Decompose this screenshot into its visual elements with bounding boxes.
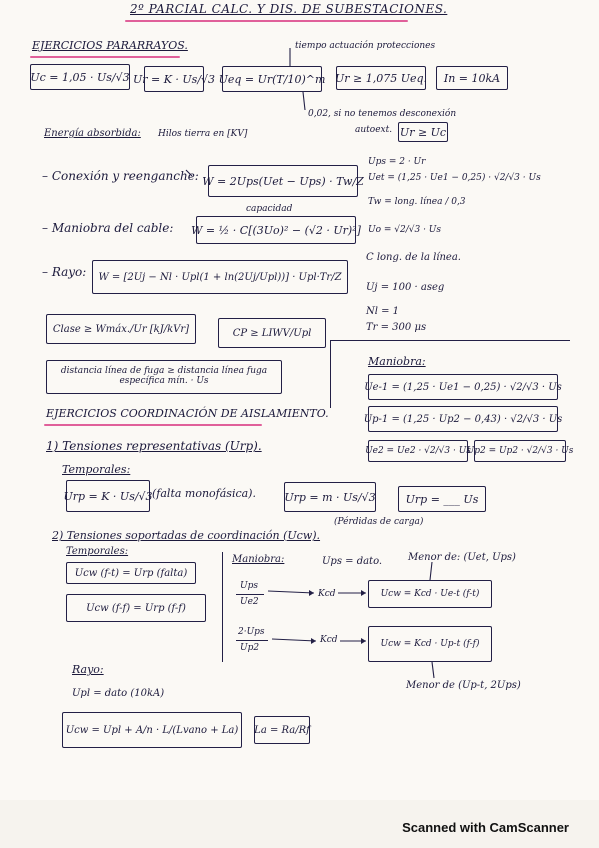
rayo2-label: Rayo: bbox=[72, 663, 104, 676]
side-tw: Tw = long. línea / 0,3 bbox=[368, 197, 466, 207]
note-capacidad: capacidad bbox=[246, 204, 293, 214]
arrow-m bbox=[303, 92, 305, 110]
temporales2-label: Temporales: bbox=[66, 546, 129, 557]
energia-note: Hilos tierra en [KV] bbox=[158, 129, 248, 139]
kcd2: Kcd bbox=[320, 635, 338, 645]
arrow-frac2 bbox=[272, 639, 316, 641]
eq-urp-m: Urp = m · Us/√3 bbox=[284, 482, 376, 512]
rayo-label: – Rayo: bbox=[42, 265, 87, 279]
eq-urp-k: Urp = K · Us/√3 bbox=[66, 480, 150, 512]
maniobra2-label: Maniobra: bbox=[232, 554, 285, 565]
arrow-frac1 bbox=[268, 591, 314, 593]
side-ups: Ups = 2 · Ur bbox=[368, 157, 426, 167]
side-clong: C long. de la línea. bbox=[366, 252, 461, 263]
sec2-heading: 2) Tensiones soportadas de coordinación (Ucw). bbox=[52, 529, 321, 542]
arrow-bracket bbox=[186, 170, 192, 176]
eq-conexion: W = 2Ups(Uet − Ups) · Tw/Z bbox=[208, 165, 358, 197]
eq-up1: Up-1 = (1,25 · Up2 − 0,43) · √2/√3 · Us bbox=[368, 406, 558, 432]
eq-ue1: Ue-1 = (1,25 · Ue1 − 0,25) · √2/√3 · Us bbox=[368, 374, 558, 400]
eq-ucw-ft: Ucw (f-t) = Urp (falta) bbox=[66, 562, 196, 584]
arrow-menor1 bbox=[430, 562, 432, 580]
perdidas-note: (Pérdidas de carga) bbox=[334, 517, 424, 527]
temporales-label: Temporales: bbox=[62, 463, 131, 476]
eq-ucw-ft2: Ucw = Kcd · Ue-t (f-t) bbox=[368, 580, 492, 608]
eq-maniobra: W = ½ · C[(3Uo)² − (√2 · Ur)²] bbox=[196, 216, 356, 244]
arrow-menor2 bbox=[432, 662, 434, 678]
upl-dato: Upl = dato (10kA) bbox=[72, 688, 165, 699]
frac1-bot: Ue2 bbox=[240, 597, 259, 607]
page-title: 2º PARCIAL CALC. Y DIS. DE SUBESTACIONES. bbox=[130, 2, 448, 16]
eq-clase: Clase ≥ Wmáx./Ur [kJ/kVr] bbox=[46, 314, 196, 344]
menor1: Menor de: (Uet, Ups) bbox=[408, 552, 516, 563]
pararrayos-heading: EJERCICIOS PARARRAYOS. bbox=[32, 39, 188, 52]
eq-ur-min: Ur ≥ 1,075 Ueq. bbox=[336, 66, 426, 90]
coordinacion-heading: EJERCICIOS COORDINACIÓN DE AISLAMIENTO. bbox=[46, 407, 329, 420]
eq-ucw-ff2: Ucw = Kcd · Up-t (f-f) bbox=[368, 626, 492, 662]
side-uo: Uo = √2/√3 · Us bbox=[368, 225, 442, 235]
eq-ue2: Ue2 = Ue2 · √2/√3 · Us bbox=[368, 440, 468, 462]
eq-ucw-rayo: Ucw = Upl + A/n · L/(Lvano + La) bbox=[62, 712, 242, 748]
side-tr: Tr = 300 μs bbox=[366, 322, 427, 333]
eq-up2: Up2 = Up2 · √2/√3 · Us bbox=[474, 440, 566, 462]
eq-uc: Uc = 1,05 · Us/√3 bbox=[30, 64, 130, 90]
side-n1: Nl = 1 bbox=[366, 306, 400, 317]
note-autoext: autoext. bbox=[355, 125, 393, 135]
menor2: Menor de (Up-t, 2Ups) bbox=[406, 680, 521, 691]
frac2-top: 2·Ups bbox=[238, 627, 265, 637]
eq-cp: CP ≥ LIWV/Upl bbox=[218, 318, 326, 348]
eq-la: La = Ra/Rf bbox=[254, 716, 310, 744]
side-uet: Uet = (1,25 · Ue1 − 0,25) · √2/√3 · Us bbox=[368, 173, 541, 183]
maniobra-label: – Maniobra del cable: bbox=[42, 221, 174, 235]
frac1-top: Ups bbox=[240, 581, 258, 591]
eq-rayo: W = [2Uj − Nl · Upl(1 + ln(2Uj/Upl))] · Upl·Tr/Z bbox=[92, 260, 348, 294]
sec1-heading: 1) Tensiones representativas (Urp). bbox=[46, 439, 262, 453]
side-uj: Uj = 100 · aseg bbox=[366, 282, 445, 293]
kcd1: Kcd bbox=[318, 589, 336, 599]
falta-note: (falta monofásica). bbox=[152, 487, 256, 500]
eq-fuga: distancia línea de fuga ≥ distancia línea fuga específica mín. · Us bbox=[46, 360, 282, 394]
maniobra-head: Maniobra: bbox=[368, 355, 426, 368]
scanner-footer: Scanned with CamScanner bbox=[402, 820, 569, 835]
note-tiempo: tiempo actuación protecciones bbox=[295, 41, 436, 51]
ups-dato: Ups = dato. bbox=[322, 556, 383, 567]
eq-ucw-ff: Ucw (f-f) = Urp (f-f) bbox=[66, 594, 206, 622]
conexion-label: – Conexión y reenganche: bbox=[42, 169, 199, 183]
eq-ur-uc: Ur ≥ Uc bbox=[398, 122, 448, 142]
note-m: 0,02, si no tenemos desconexión bbox=[308, 109, 457, 119]
energia-label: Energía absorbida: bbox=[44, 128, 141, 139]
eq-ueq: Ueq = Ur(T/10)^m bbox=[222, 66, 322, 92]
frac2-bot: Up2 bbox=[240, 643, 260, 653]
eq-in: In = 10kA bbox=[436, 66, 508, 90]
eq-ur-k: Ur = K · Us/√3 bbox=[144, 66, 204, 92]
eq-urp-s: Urp = ___ Us bbox=[398, 486, 486, 512]
